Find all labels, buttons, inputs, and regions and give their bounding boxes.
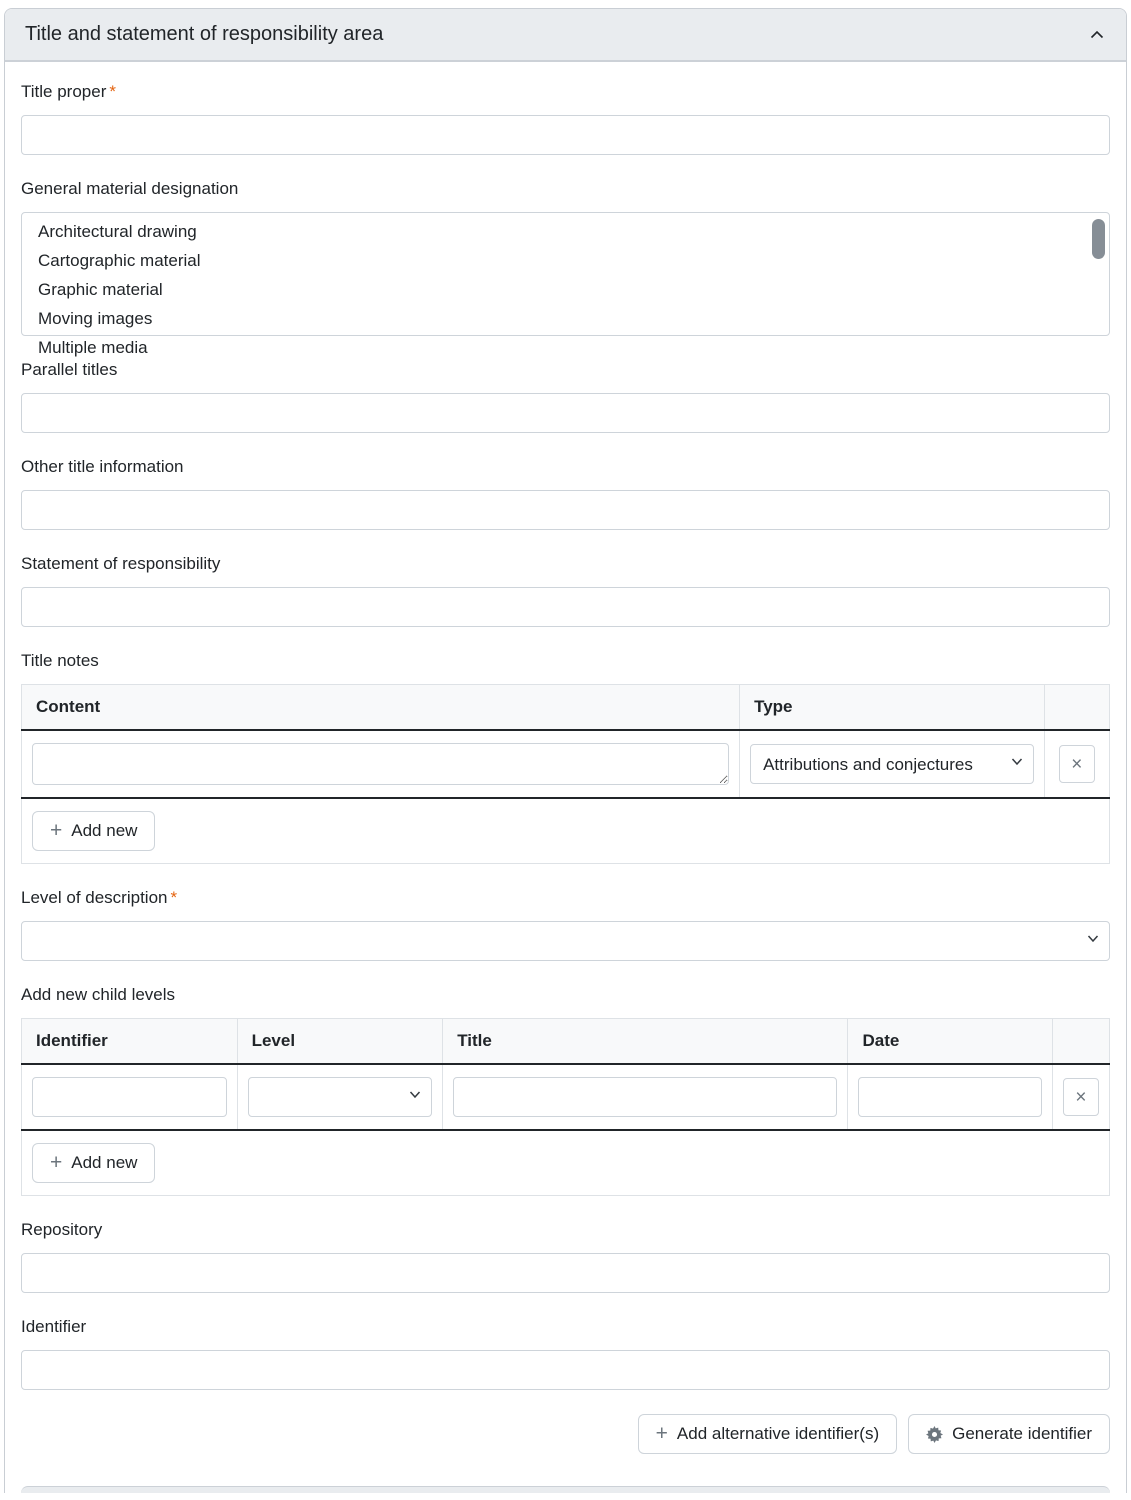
level-of-description-select-wrap [21,921,1110,961]
child-levels-table [21,1018,1110,1196]
title-note-type-select[interactable] [750,744,1034,784]
statement-of-responsibility-input[interactable] [21,587,1110,627]
delete-title-note-button[interactable] [1059,745,1095,783]
title-note-content-textarea[interactable] [32,743,729,785]
column-header-type: Type [740,685,1045,731]
title-notes-group [21,651,1110,864]
title-proper-group [21,82,1110,155]
identifier-group [21,1317,1110,1454]
identifier-input[interactable] [21,1350,1110,1390]
statement-of-responsibility-label: Statement of responsibility [21,554,221,573]
gmd-option-moving-images[interactable]: Moving images [38,309,153,328]
gear-icon [926,1426,943,1443]
child-level-level-select-wrap [248,1077,433,1117]
parallel-titles-group [21,360,1110,433]
gmd-option-multiple-media[interactable]: Multiple media [38,338,148,357]
generate-identifier-label: Generate identifier [952,1424,1092,1443]
child-levels-label: Add new child levels [21,985,176,1004]
title-proper-input[interactable] [21,115,1110,155]
section-header[interactable] [5,9,1126,62]
title-note-type-select-wrap [750,744,1034,784]
plus-icon: + [50,1150,63,1174]
gmd-group [21,179,1110,357]
child-levels-header-row [22,1019,1110,1065]
level-of-description-group [21,888,1110,961]
column-header-actions [1044,685,1109,731]
level-of-description-label-text: Level of description [21,888,168,907]
delete-child-level-button[interactable] [1063,1078,1099,1116]
title-notes-label: Title notes [21,651,99,670]
section-title: Title and statement of responsibility area [25,23,384,45]
close-icon: × [1071,753,1083,775]
required-marker: * [109,82,116,101]
plus-icon: + [655,1421,668,1445]
title-proper-label-text: Title proper [21,82,107,101]
gmd-listbox[interactable] [21,212,1110,357]
add-child-level-button[interactable] [32,1143,155,1183]
next-section-header-peek[interactable] [21,1486,1110,1493]
other-title-information-group [21,457,1110,530]
column-header-level: Level [237,1019,443,1065]
section-body [5,62,1126,1493]
child-levels-footer-row [22,1130,1110,1196]
repository-label: Repository [21,1220,103,1239]
identifier-actions [21,1414,1110,1454]
column-header-actions [1052,1019,1109,1065]
add-alternative-identifiers-label: Add alternative identifier(s) [676,1424,880,1443]
statement-of-responsibility-group [21,554,1110,627]
column-header-date: Date [848,1019,1053,1065]
repository-group [21,1220,1110,1293]
required-marker: * [170,888,178,907]
title-notes-footer-row [22,798,1110,864]
add-alternative-identifiers-button[interactable] [638,1414,897,1454]
identifier-label: Identifier [21,1317,87,1336]
gmd-option-architectural-drawing[interactable]: Architectural drawing [38,222,197,241]
column-header-identifier: Identifier [22,1019,238,1065]
add-title-note-button[interactable] [32,811,155,851]
title-notes-header-row [22,685,1110,731]
column-header-content: Content [22,685,740,731]
gmd-option-graphic-material[interactable]: Graphic material [38,280,163,299]
add-child-level-label: Add new [71,1153,138,1172]
column-header-title: Title [443,1019,848,1065]
child-level-identifier-input[interactable] [32,1077,227,1117]
child-level-date-input[interactable] [858,1077,1042,1117]
title-note-row [22,730,1110,798]
chevron-up-icon [1088,26,1106,44]
title-notes-table [21,684,1110,864]
level-of-description-label [21,888,1110,908]
child-level-row [22,1064,1110,1130]
scrollbar-thumb[interactable] [1092,219,1105,259]
gmd-option-cartographic-material[interactable]: Cartographic material [38,251,201,270]
other-title-information-label: Other title information [21,457,184,476]
level-of-description-select[interactable] [21,921,1110,961]
title-statement-section [4,8,1127,1493]
close-icon: × [1075,1086,1087,1108]
add-title-note-label: Add new [71,821,138,840]
gmd-label: General material designation [21,179,239,198]
child-level-level-select[interactable] [248,1077,433,1117]
repository-input[interactable] [21,1253,1110,1293]
other-title-information-input[interactable] [21,490,1110,530]
title-proper-label [21,82,1110,102]
parallel-titles-input[interactable] [21,393,1110,433]
child-levels-group [21,985,1110,1196]
parallel-titles-label: Parallel titles [21,360,118,379]
child-level-title-input[interactable] [453,1077,837,1117]
generate-identifier-button[interactable] [908,1414,1110,1454]
plus-icon: + [50,818,63,842]
